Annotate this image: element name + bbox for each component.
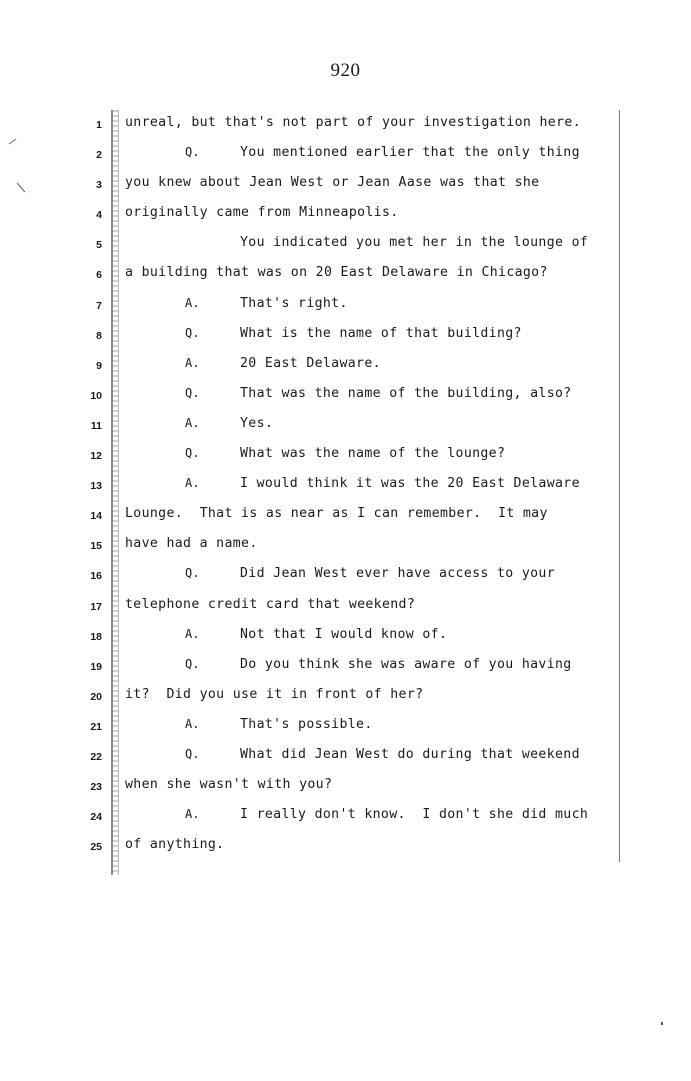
line-number: 10: [90, 389, 102, 402]
line-text: originally came from Minneapolis.: [125, 205, 399, 221]
line-number: 4: [96, 209, 102, 222]
transcript-line: [0, 112, 691, 142]
line-number: 17: [90, 600, 102, 613]
line-number: 13: [90, 480, 102, 493]
speaker-label: A.: [185, 295, 200, 310]
line-number: 3: [96, 179, 102, 192]
line-number: 8: [96, 329, 102, 342]
line-text: That was the name of the building, also?: [240, 385, 572, 401]
line-text: a building that was on 20 East Delaware in Chicago?: [125, 265, 548, 281]
line-text: You mentioned earlier that the only thing: [240, 145, 580, 161]
line-text: telephone credit card that weekend?: [125, 596, 416, 612]
transcript-line: [0, 533, 691, 563]
speaker-label: Q.: [185, 656, 200, 671]
speaker-label: Q.: [185, 566, 200, 581]
line-text: Yes.: [240, 415, 274, 431]
transcript-line: [0, 262, 691, 292]
line-number: 18: [90, 630, 102, 643]
line-number: 1: [96, 119, 102, 131]
transcript-line: [0, 383, 691, 413]
speaker-label: Q.: [185, 145, 200, 160]
transcript-line: [0, 353, 691, 383]
transcript-line: [0, 774, 691, 804]
speaker-label: A.: [185, 626, 200, 641]
transcript-line: [0, 684, 691, 714]
line-number: 16: [90, 570, 102, 583]
line-number: 15: [90, 540, 102, 553]
line-text: I would think it was the 20 East Delaware: [240, 476, 580, 492]
transcript-line: [0, 503, 691, 533]
line-text: it? Did you use it in front of her?: [125, 686, 424, 702]
line-text: I really don't know. I don't she did much: [240, 807, 589, 823]
line-text: of anything.: [125, 837, 225, 853]
transcript-line: [0, 172, 691, 202]
transcript-line: [0, 413, 691, 443]
transcript-line: [0, 563, 691, 593]
line-text: You indicated you met her in the lounge of: [240, 235, 589, 251]
transcript-line: [0, 834, 691, 864]
transcript-line: [0, 654, 691, 684]
line-text: have had a name.: [125, 536, 258, 552]
line-number: 25: [90, 841, 102, 854]
speaker-label: Q.: [185, 385, 200, 400]
speaker-label: A.: [185, 355, 200, 370]
line-text: Do you think she was aware of you having: [240, 656, 572, 672]
line-text: What did Jean West do during that weekend: [240, 746, 580, 762]
line-text: What was the name of the lounge?: [240, 446, 506, 462]
line-number: 2: [96, 149, 102, 162]
line-number: 14: [90, 510, 102, 523]
transcript-line: [0, 293, 691, 323]
line-number: 12: [90, 450, 102, 463]
line-text: That's possible.: [240, 716, 373, 732]
line-text: That's right.: [240, 295, 348, 311]
line-text: unreal, but that's not part of your investigation here.: [125, 115, 581, 130]
line-text: 20 East Delaware.: [240, 355, 381, 371]
line-number: 11: [90, 419, 102, 432]
line-number: 5: [96, 239, 102, 252]
transcript-line: [0, 142, 691, 172]
line-number: 22: [90, 750, 102, 763]
line-number: 19: [90, 660, 102, 673]
line-number: 23: [90, 781, 102, 794]
line-text: What is the name of that building?: [240, 325, 522, 341]
speaker-label: A.: [185, 415, 200, 430]
transcript-line: [0, 744, 691, 774]
line-number: 21: [90, 720, 102, 733]
transcript-line: [0, 443, 691, 473]
line-text: Not that I would know of.: [240, 626, 448, 642]
transcript-line: [0, 473, 691, 503]
line-number: 24: [90, 811, 102, 824]
line-number: 20: [90, 690, 102, 703]
line-number: 6: [96, 269, 102, 282]
transcript-line: [0, 202, 691, 232]
line-text: you knew about Jean West or Jean Aase was that she: [125, 175, 540, 191]
line-text: when she wasn't with you?: [125, 777, 333, 793]
line-text: Lounge. That is as near as I can remember. It may: [125, 506, 548, 522]
page-number: 920: [330, 60, 361, 81]
transcript-line: [0, 594, 691, 624]
speaker-label: A.: [185, 476, 200, 491]
transcript-lines: [0, 112, 691, 864]
line-text: Did Jean West ever have access to your: [240, 566, 556, 582]
transcript-line: [0, 804, 691, 834]
speaker-label: A.: [185, 807, 200, 822]
speaker-label: A.: [185, 716, 200, 731]
speaker-label: Q.: [185, 325, 200, 340]
line-number: 9: [96, 359, 102, 372]
line-number: 7: [96, 299, 102, 312]
speaker-label: Q.: [185, 446, 200, 461]
speaker-label: Q.: [185, 746, 200, 761]
transcript-line: [0, 624, 691, 654]
transcript-line: [0, 323, 691, 353]
stray-mark: [661, 1022, 663, 1025]
transcript-line: [0, 714, 691, 744]
transcript-line: [0, 232, 691, 262]
